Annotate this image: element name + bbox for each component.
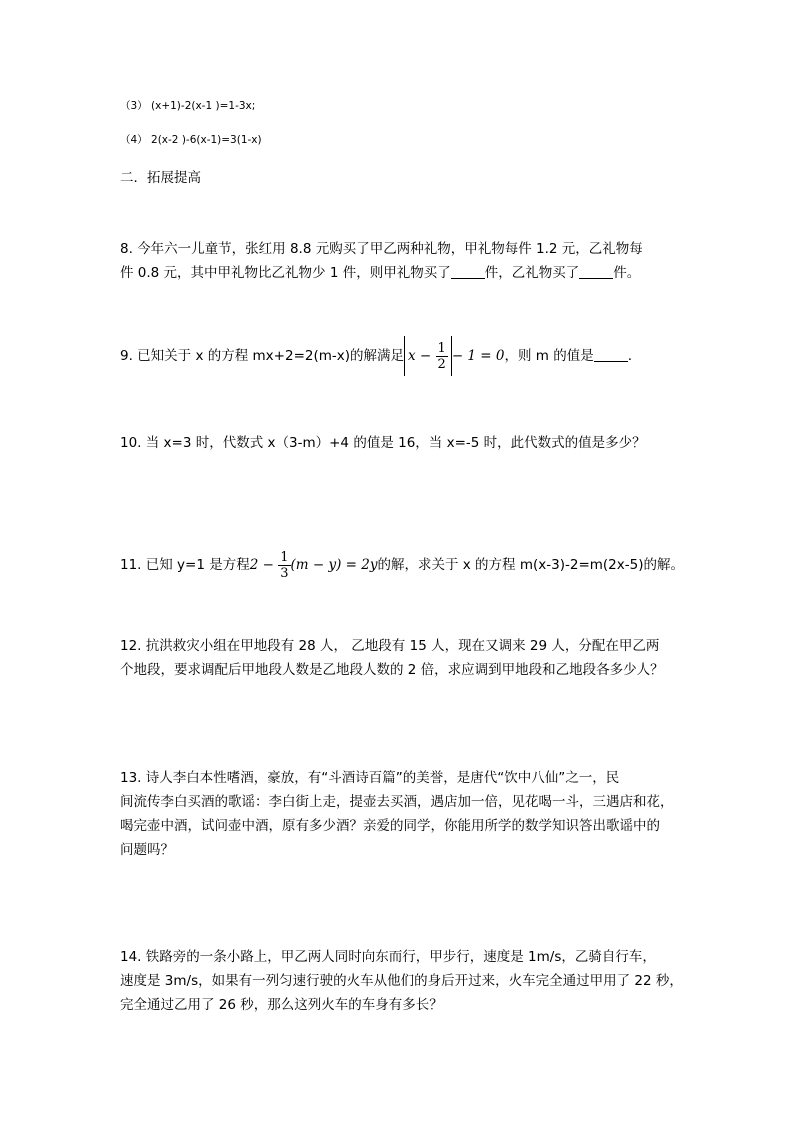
q8-text-b: 件，乙礼物买了 [484, 265, 580, 281]
q14-line-1: 14. 铁路旁的一条小路上，甲乙两人同时向东而行，甲步行，速度是 1m/s，乙骑自行车， [120, 949, 656, 965]
question-13 [120, 766, 680, 862]
q11-frac-num: 1 [280, 549, 289, 565]
q9-blank [594, 347, 628, 362]
q12-line-1: 12. 抗洪救灾小组在甲地段有 28 人， 乙地段有 15 人，现在又调来 29 人，分配在甲乙两 [120, 638, 660, 654]
q8-text-c: 件。 [613, 265, 641, 281]
equation-4: （4） 2(x-2 )-6(x-1)=3(1-x) [120, 134, 262, 146]
question-10: 10. 当 x=3 时，代数式 x（3-m）+4 的值是 16，当 x=-5 时，此代数式的值是多少？ [120, 435, 646, 451]
question-12 [120, 634, 680, 682]
question-8 [120, 237, 680, 285]
section-heading: 二．拓展提高 [120, 170, 201, 186]
q8-blank-2 [579, 264, 613, 279]
question-11 [120, 543, 684, 587]
q9-suffix: ，则 m 的值是 [504, 348, 594, 364]
q9-end: . [627, 348, 633, 364]
q9-absolute-value [404, 336, 452, 376]
q8-blank-1 [451, 264, 485, 279]
q11-suffix: 的解，求关于 x 的方程 m(x-3)-2=m(2x-5)的解。 [377, 557, 684, 573]
q9-after-abs: − 1 = 0 [451, 348, 505, 364]
q13-line-2: 间流传李白买酒的歌谣：李白街上走，提壶去买酒，遇店加一倍，见花喝一斗，三遇店和花， [120, 794, 674, 810]
q11-prefix: 11. 已知 y=1 是方程 [120, 557, 250, 573]
q11-fraction [278, 550, 290, 581]
q9-frac-den: 2 [437, 356, 446, 372]
question-14 [120, 945, 683, 1017]
q11-rhs: (m − y) = 2y [290, 557, 378, 573]
equation-3: （3） (x+1)-2(x-1 )=1-3x; [120, 100, 256, 112]
q8-line-1: 8. 今年六一儿童节，张红用 8.8 元购买了甲乙两种礼物，甲礼物每件 1.2 元，乙礼物每 [120, 241, 643, 257]
q11-lhs: 2 − [249, 557, 274, 573]
q9-frac-num: 1 [437, 340, 446, 356]
q8-line-2 [120, 261, 680, 285]
q13-line-4: 问题吗？ [120, 842, 174, 858]
q13-line-1: 13. 诗人李白本性嗜酒，豪放，有“斗酒诗百篇”的美誉，是唐代“饮中八仙”之一，民 [120, 770, 620, 786]
q14-line-3: 完全通过乙用了 26 秒，那么这列火车的车身有多长？ [120, 997, 443, 1013]
question-9 [120, 334, 680, 378]
q8-text-a: 件 0.8 元，其中甲礼物比乙礼物少 1 件，则甲礼物买了 [120, 265, 451, 281]
q9-fraction [436, 341, 448, 372]
q12-line-2: 个地段，要求调配后甲地段人数是乙地段人数的 2 倍，求应调到甲地段和乙地段各多少人？ [120, 662, 664, 678]
q9-prefix: 9. 已知关于 x 的方程 mx+2=2(m-x)的解满足 [120, 348, 405, 364]
q9-abs-inner: x − [408, 348, 432, 364]
q14-line-2: 速度是 3m/s，如果有一列匀速行驶的火车从他们的身后开过来，火车完全通过甲用了 22 秒， [120, 973, 683, 989]
q13-line-3: 喝完壶中酒，试问壶中酒，原有多少酒？亲爱的同学，你能用所学的数学知识答出歌谣中的 [120, 818, 660, 834]
q11-frac-den: 3 [280, 565, 289, 581]
